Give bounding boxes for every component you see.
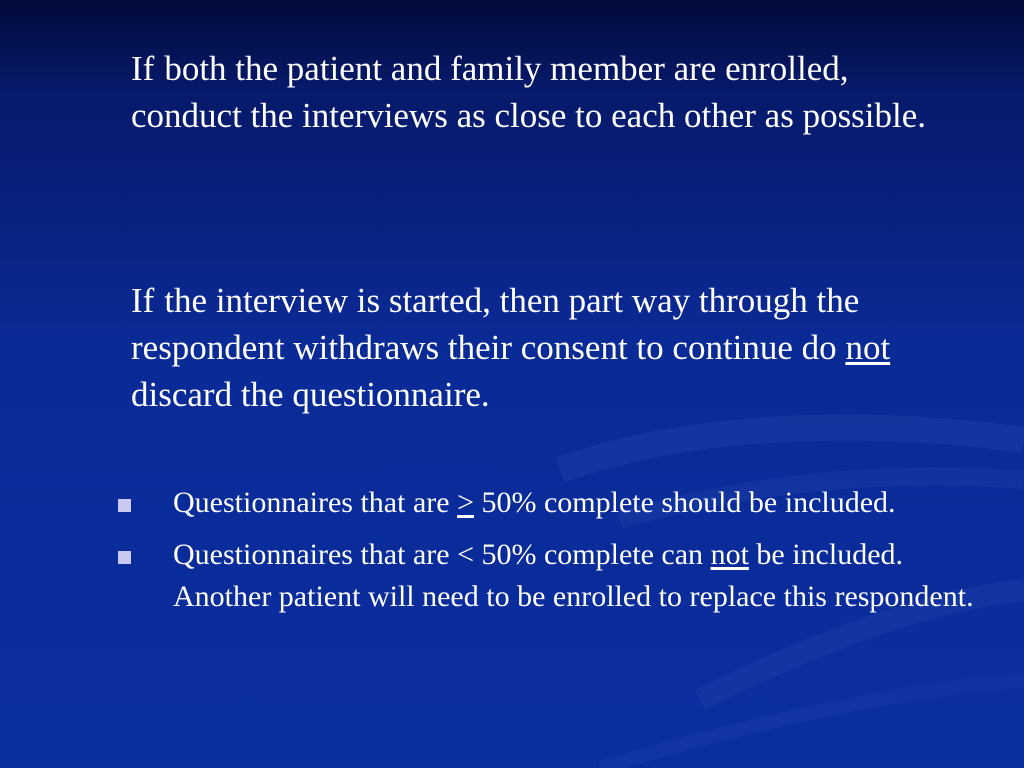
bullet-text: Questionnaires that are < 50% complete can: [173, 538, 711, 571]
paragraph-text: the interview is started, then part way through the respondent withdraws their consent to continue do: [131, 281, 860, 367]
bullet-emphasis: not: [710, 538, 749, 571]
paragraph-withdrawal: [131, 277, 931, 418]
bullet-text: Questionnaires that are: [173, 486, 458, 519]
paragraph-lead: If: [131, 281, 155, 320]
bullet-emphasis: >: [457, 486, 474, 519]
paragraph-text-end: discard the questionnaire.: [131, 375, 490, 414]
bullet-square-icon: [118, 499, 131, 512]
bullet-list: [115, 482, 995, 628]
bullet-text-end: be included. Another patient will need to be enrolled to replace this respondent.: [173, 538, 974, 613]
list-item: [115, 482, 995, 524]
bullet-text-end: 50% complete should be included.: [473, 486, 896, 519]
list-item: [115, 534, 995, 618]
paragraph-text: both the patient and family member are enrolled, conduct the interviews as close to each other as possible.: [131, 49, 927, 135]
paragraph-emphasis: not: [845, 328, 891, 367]
paragraph-enrollment: [131, 45, 931, 139]
paragraph-lead: If: [131, 49, 155, 88]
bullet-square-icon: [118, 551, 131, 564]
